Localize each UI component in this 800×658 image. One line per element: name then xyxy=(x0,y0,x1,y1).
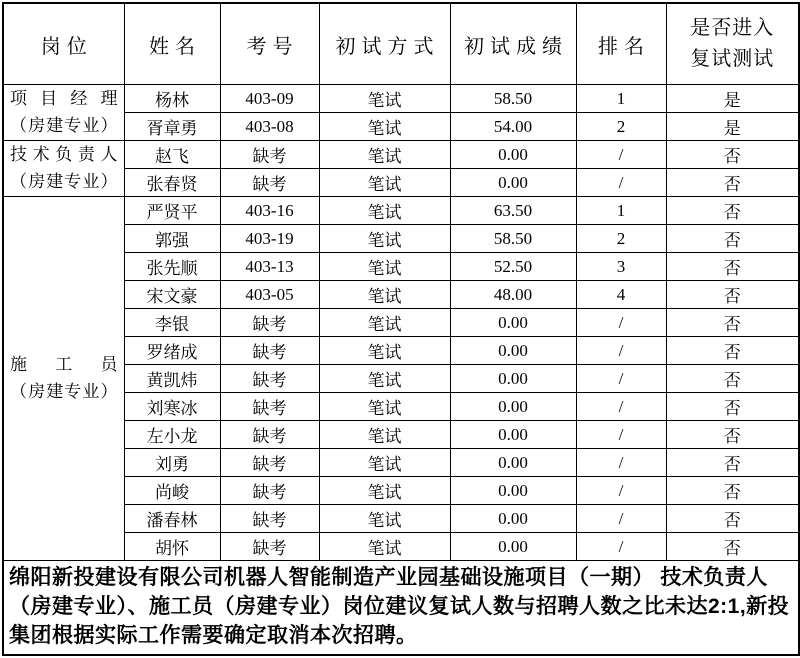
advance-cell: 否 xyxy=(666,421,799,449)
exam-no-cell: 403-13 xyxy=(220,253,319,281)
exam-no-cell: 403-19 xyxy=(220,225,319,253)
rank-cell: / xyxy=(576,393,666,421)
position-qualifier: （房建专业） xyxy=(10,171,118,191)
rank-cell: / xyxy=(576,169,666,197)
exam-no-cell: 403-16 xyxy=(220,197,319,225)
col-header-score-label: 初试成绩 xyxy=(464,35,568,58)
name-cell: 黄凯炜 xyxy=(124,365,220,393)
method-cell: 笔试 xyxy=(319,141,450,169)
exam-no-cell: 缺考 xyxy=(220,477,319,505)
method-cell: 笔试 xyxy=(319,421,450,449)
exam-no-cell: 403-09 xyxy=(220,85,319,113)
rank-cell: / xyxy=(576,309,666,337)
advance-cell: 否 xyxy=(666,197,799,225)
score-cell: 0.00 xyxy=(450,477,576,505)
rank-cell: 3 xyxy=(576,253,666,281)
score-cell: 0.00 xyxy=(450,533,576,561)
score-cell: 0.00 xyxy=(450,309,576,337)
score-cell: 0.00 xyxy=(450,393,576,421)
score-cell: 0.00 xyxy=(450,141,576,169)
advance-cell: 否 xyxy=(666,533,799,561)
rank-cell: / xyxy=(576,505,666,533)
rank-cell: 2 xyxy=(576,225,666,253)
exam-no-cell: 缺考 xyxy=(220,505,319,533)
score-cell: 0.00 xyxy=(450,337,576,365)
col-header-advance xyxy=(666,3,799,85)
footer-row xyxy=(3,561,799,656)
position-cell xyxy=(3,197,124,561)
name-cell: 郭强 xyxy=(124,225,220,253)
score-cell: 58.50 xyxy=(450,225,576,253)
method-cell: 笔试 xyxy=(319,365,450,393)
name-cell: 左小龙 xyxy=(124,421,220,449)
table-row xyxy=(3,141,799,169)
method-cell: 笔试 xyxy=(319,113,450,141)
rank-cell: / xyxy=(576,337,666,365)
position-cell xyxy=(3,141,124,197)
name-cell: 赵飞 xyxy=(124,141,220,169)
name-cell: 潘春林 xyxy=(124,505,220,533)
method-cell: 笔试 xyxy=(319,309,450,337)
method-cell: 笔试 xyxy=(319,477,450,505)
col-header-advance-label: 是否进入复试测试 xyxy=(690,17,775,70)
rank-cell: 2 xyxy=(576,113,666,141)
interview-results-table xyxy=(2,2,800,656)
name-cell: 罗绪成 xyxy=(124,337,220,365)
col-header-rank xyxy=(576,3,666,85)
col-header-score xyxy=(450,3,576,85)
name-cell: 宋文豪 xyxy=(124,281,220,309)
position-label: 施工员 xyxy=(10,355,118,375)
col-header-name-label: 姓名 xyxy=(149,35,201,58)
position-label: 技术负责人 xyxy=(10,145,118,165)
rank-cell: / xyxy=(576,533,666,561)
method-cell: 笔试 xyxy=(319,337,450,365)
name-cell: 张春贤 xyxy=(124,169,220,197)
exam-no-cell: 缺考 xyxy=(220,533,319,561)
advance-cell: 否 xyxy=(666,393,799,421)
name-cell: 杨林 xyxy=(124,85,220,113)
name-cell: 刘勇 xyxy=(124,449,220,477)
footer-note: 绵阳新投建设有限公司机器人智能制造产业园基础设施项目（一期） 技术负责人（房建专业）、施工员（房建专业）岗位建议复试人数与招聘人数之比未达2:1,新投集团根据实际工作需要确定取消本次招聘。 xyxy=(3,561,799,656)
method-cell: 笔试 xyxy=(319,449,450,477)
name-cell: 胥章勇 xyxy=(124,113,220,141)
advance-cell: 否 xyxy=(666,253,799,281)
method-cell: 笔试 xyxy=(319,533,450,561)
advance-cell: 是 xyxy=(666,85,799,113)
method-cell: 笔试 xyxy=(319,225,450,253)
exam-no-cell: 缺考 xyxy=(220,421,319,449)
col-header-rank-label: 排名 xyxy=(598,35,650,58)
advance-cell: 否 xyxy=(666,449,799,477)
col-header-method xyxy=(319,3,450,85)
position-label: 项目经理 xyxy=(10,89,118,109)
method-cell: 笔试 xyxy=(319,393,450,421)
exam-no-cell: 缺考 xyxy=(220,141,319,169)
score-cell: 48.00 xyxy=(450,281,576,309)
advance-cell: 否 xyxy=(666,281,799,309)
exam-no-cell: 缺考 xyxy=(220,393,319,421)
col-header-method-label: 初试方式 xyxy=(335,35,440,58)
rank-cell: 4 xyxy=(576,281,666,309)
score-cell: 58.50 xyxy=(450,85,576,113)
advance-cell: 是 xyxy=(666,113,799,141)
rank-cell: 1 xyxy=(576,197,666,225)
advance-cell: 否 xyxy=(666,365,799,393)
col-header-name xyxy=(124,3,220,85)
col-header-exam-no-label: 考号 xyxy=(246,35,299,58)
score-cell: 0.00 xyxy=(450,421,576,449)
score-cell: 63.50 xyxy=(450,197,576,225)
advance-cell: 否 xyxy=(666,477,799,505)
exam-no-cell: 缺考 xyxy=(220,449,319,477)
table-header xyxy=(3,3,799,85)
col-header-position-label: 岗位 xyxy=(40,35,93,58)
rank-cell: / xyxy=(576,141,666,169)
position-qualifier: （房建专业） xyxy=(10,115,118,135)
exam-no-cell: 缺考 xyxy=(220,169,319,197)
table-row xyxy=(3,85,799,113)
advance-cell: 否 xyxy=(666,169,799,197)
score-cell: 54.00 xyxy=(450,113,576,141)
header-row xyxy=(3,3,799,85)
name-cell: 尚峻 xyxy=(124,477,220,505)
table-body xyxy=(3,85,799,561)
score-cell: 52.50 xyxy=(450,253,576,281)
exam-no-cell: 缺考 xyxy=(220,337,319,365)
exam-no-cell: 缺考 xyxy=(220,309,319,337)
col-header-exam-no xyxy=(220,3,319,85)
method-cell: 笔试 xyxy=(319,197,450,225)
method-cell: 笔试 xyxy=(319,505,450,533)
name-cell: 胡怀 xyxy=(124,533,220,561)
method-cell: 笔试 xyxy=(319,85,450,113)
col-header-position xyxy=(3,3,124,85)
table-footer xyxy=(3,561,799,656)
advance-cell: 否 xyxy=(666,505,799,533)
advance-cell: 否 xyxy=(666,309,799,337)
rank-cell: / xyxy=(576,477,666,505)
name-cell: 刘寒冰 xyxy=(124,393,220,421)
name-cell: 严贤平 xyxy=(124,197,220,225)
rank-cell: / xyxy=(576,365,666,393)
rank-cell: / xyxy=(576,449,666,477)
score-cell: 0.00 xyxy=(450,505,576,533)
advance-cell: 否 xyxy=(666,225,799,253)
method-cell: 笔试 xyxy=(319,169,450,197)
position-cell xyxy=(3,85,124,141)
table-row xyxy=(3,197,799,225)
exam-no-cell: 403-08 xyxy=(220,113,319,141)
exam-no-cell: 403-05 xyxy=(220,281,319,309)
rank-cell: / xyxy=(576,421,666,449)
position-qualifier: （房建专业） xyxy=(10,381,118,401)
name-cell: 张先顺 xyxy=(124,253,220,281)
score-cell: 0.00 xyxy=(450,169,576,197)
method-cell: 笔试 xyxy=(319,253,450,281)
name-cell: 李银 xyxy=(124,309,220,337)
exam-no-cell: 缺考 xyxy=(220,365,319,393)
advance-cell: 否 xyxy=(666,337,799,365)
score-cell: 0.00 xyxy=(450,449,576,477)
rank-cell: 1 xyxy=(576,85,666,113)
method-cell: 笔试 xyxy=(319,281,450,309)
score-cell: 0.00 xyxy=(450,365,576,393)
advance-cell: 否 xyxy=(666,141,799,169)
